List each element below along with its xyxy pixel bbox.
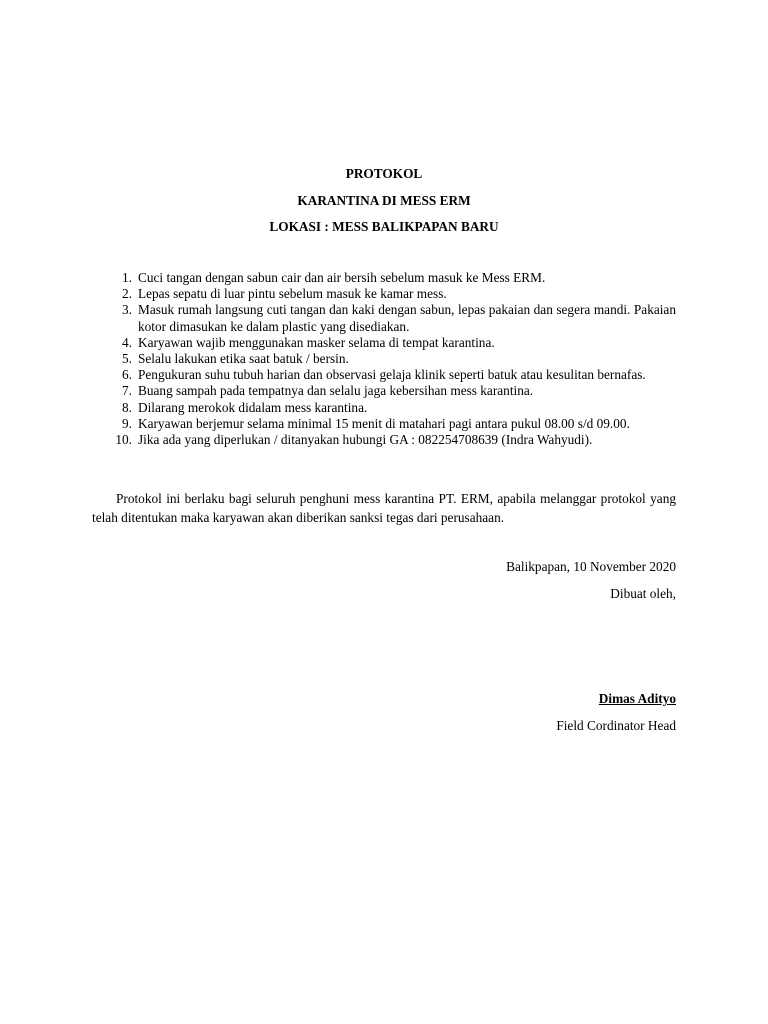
list-item — [108, 416, 676, 432]
list-item — [108, 335, 676, 351]
list-number: 3. — [122, 302, 132, 318]
list-item — [108, 302, 676, 334]
list-text: Lepas sepatu di luar pintu sebelum masuk ke kamar mess. — [138, 286, 447, 302]
list-text: Karyawan wajib menggunakan masker selama di tempat karantina. — [138, 334, 495, 350]
list-text: Buang sampah pada tempatnya dan selalu jaga kebersihan mess karantina. — [138, 383, 534, 399]
list-number: 10. — [115, 432, 132, 448]
list-number: 6. — [122, 367, 132, 383]
doc-location: LOKASI : MESS BALIKPAPAN BARU — [269, 219, 499, 234]
list-text: Masuk rumah langsung cuti tangan dan kaki dengan sabun, lepas pakaian dan segera mandi. Pakaian kotor dimasukan ke dalam plastic yang disediakan. — [138, 302, 676, 334]
list-item — [108, 400, 676, 416]
list-number: 1. — [122, 270, 132, 285]
list-item — [108, 367, 676, 383]
made-by-label: Dibuat oleh, — [610, 586, 676, 601]
list-item — [108, 270, 676, 286]
list-number: 5. — [122, 351, 132, 367]
list-item — [108, 432, 676, 448]
list-number: 7. — [122, 383, 132, 399]
doc-title: PROTOKOL — [345, 166, 423, 181]
signatory-name: Dimas Adityo — [598, 691, 676, 706]
list-text: Selalu lakukan etika saat batuk / bersin. — [138, 351, 349, 367]
list-text: Cuci tangan dengan sabun cair dan air bersih sebelum masuk ke Mess ERM. — [138, 270, 546, 285]
list-item — [108, 286, 676, 302]
list-number: 4. — [122, 334, 132, 350]
doc-subtitle: KARANTINA DI MESS ERM — [297, 193, 471, 208]
rules-list — [108, 270, 676, 448]
closing-paragraph: Protokol ini berlaku bagi seluruh penghuni mess karantina PT. ERM, apabila melanggar protokol yang telah ditentukan maka karyawan akan diberikan sanksi tegas dari perusahaan. — [92, 491, 676, 525]
list-item — [108, 351, 676, 367]
list-text: Karyawan berjemur selama minimal 15 menit di matahari pagi antara pukul 08.00 s/d 09.00. — [138, 415, 630, 431]
list-number: 2. — [122, 286, 132, 302]
list-number: 8. — [122, 399, 132, 415]
signatory-role: Field Cordinator Head — [556, 718, 676, 733]
list-text: Pengukuran suhu tubuh harian dan observasi gelaja klinik seperti batuk atau kesulitan bernafas. — [138, 367, 646, 383]
list-item — [108, 383, 676, 399]
place-date: Balikpapan, 10 November 2020 — [506, 559, 676, 574]
list-text: Jika ada yang diperlukan / ditanyakan hubungi GA : 082254708639 (Indra Wahyudi). — [138, 432, 593, 448]
list-text: Dilarang merokok didalam mess karantina. — [138, 399, 368, 415]
list-number: 9. — [122, 415, 132, 431]
